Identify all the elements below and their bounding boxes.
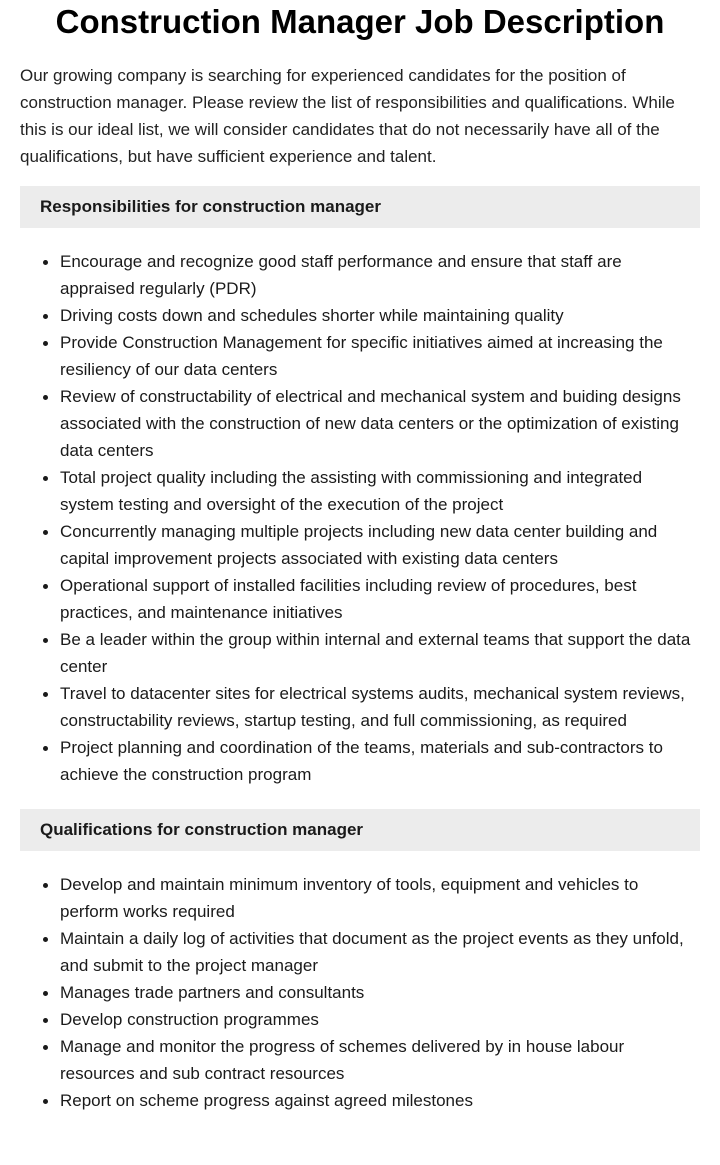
qualification-item: Maintain a daily log of activities that document as the project events as they unfold, and submit to the project manager xyxy=(60,925,700,979)
qualification-item: Manage and monitor the progress of schemes delivered by in house labour resources and sub contract resources xyxy=(60,1033,700,1087)
qualifications-heading: Qualifications for construction manager xyxy=(40,820,364,839)
responsibility-item: Driving costs down and schedules shorter while maintaining quality xyxy=(60,302,700,329)
responsibility-item: Travel to datacenter sites for electrical systems audits, mechanical system reviews, constructability reviews, startup testing, and full commissioning, as required xyxy=(60,680,700,734)
responsibility-item: Concurrently managing multiple projects including new data center building and capital improvement projects associated with existing data centers xyxy=(60,518,700,572)
qualifications-header xyxy=(20,809,700,851)
qualification-item: Develop construction programmes xyxy=(60,1006,700,1033)
responsibilities-heading: Responsibilities for construction manager xyxy=(40,197,382,216)
qualification-item: Manages trade partners and consultants xyxy=(60,979,700,1006)
responsibility-item: Encourage and recognize good staff performance and ensure that staff are appraised regularly (PDR) xyxy=(60,248,700,302)
intro-paragraph: Our growing company is searching for experienced candidates for the position of construction manager. Please review the list of responsibilities and qualifications. While this is our ideal list, we will consider candidates that do not necessarily have all of the qualifications, but have sufficient experience and talent. xyxy=(20,66,675,166)
responsibility-item: Be a leader within the group within internal and external teams that support the data center xyxy=(60,626,700,680)
responsibilities-header xyxy=(20,186,700,228)
responsibility-item: Total project quality including the assisting with commissioning and integrated system testing and oversight of the execution of the project xyxy=(60,464,700,518)
qualification-item: Develop and maintain minimum inventory of tools, equipment and vehicles to perform works required xyxy=(60,871,700,925)
responsibility-item: Operational support of installed facilities including review of procedures, best practices, and maintenance initiatives xyxy=(60,572,700,626)
qualification-item: Report on scheme progress against agreed milestones xyxy=(60,1087,700,1114)
responsibilities-list xyxy=(20,248,700,788)
page-title: Construction Manager Job Description xyxy=(55,3,665,40)
responsibility-item: Project planning and coordination of the teams, materials and sub-contractors to achieve the construction program xyxy=(60,734,700,788)
responsibility-item: Provide Construction Management for specific initiatives aimed at increasing the resiliency of our data centers xyxy=(60,329,700,383)
responsibility-item: Review of constructability of electrical and mechanical system and buiding designs associated with the construction of new data centers or the optimization of existing data centers xyxy=(60,383,700,464)
qualifications-list xyxy=(20,871,700,1114)
